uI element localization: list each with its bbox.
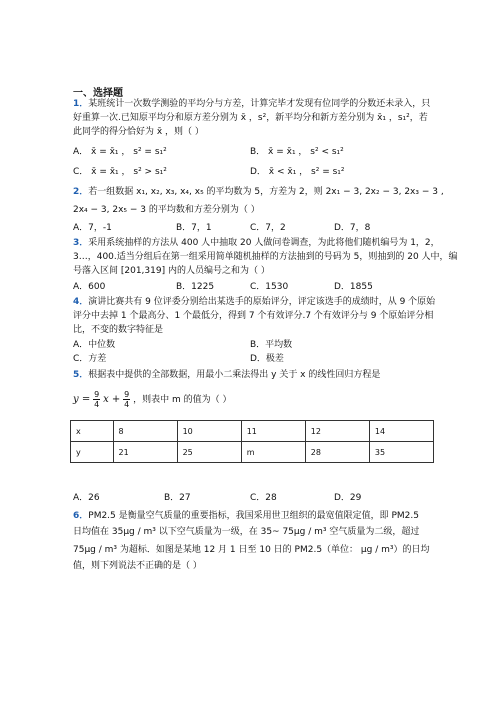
- q4-line-3: 比，不变的数字特征是: [73, 325, 164, 335]
- table-cell: 28: [305, 442, 369, 463]
- q1-option-b[interactable]: B． x̄ = x̄₁ ， s² < s₁²: [250, 147, 344, 157]
- q5-f1-den: 4: [94, 400, 100, 409]
- q2-option-b[interactable]: B．7，1: [176, 223, 212, 233]
- q5-option-c[interactable]: C．28: [250, 493, 277, 503]
- q6-text-1: PM2.5 是衡量空气质量的重要指标，我国采用世卫组织的最宽值限定值，即 PM2.5: [88, 511, 419, 521]
- q4-option-c[interactable]: C．方差: [73, 354, 107, 364]
- q5-eq-lhs: y =: [73, 394, 91, 405]
- q5-eq-mid: x +: [103, 394, 121, 405]
- q4-option-d[interactable]: D．极差: [250, 354, 284, 364]
- q5-text-2: ，则表中 m 的值为（ ）: [133, 395, 232, 405]
- q6-line-3: 75μg / m³ 为超标．如图是某地 12 月 1 日至 10 日的 PM2.5（单位： μg / m³）的日均: [73, 545, 430, 555]
- q3-option-b[interactable]: B．1225: [176, 282, 215, 292]
- q1-option-c[interactable]: C． x̄ = x̄₁ ， s² > s₁²: [73, 167, 167, 177]
- q4-line-1: [73, 296, 435, 309]
- q3-line-1: [73, 237, 440, 250]
- table-cell: 35: [369, 442, 433, 463]
- q1-option-a[interactable]: A． x̄ = x̄₁ ， s² = s₁²: [73, 147, 167, 157]
- q5-equation-line: [73, 388, 231, 412]
- table-row-x: [71, 421, 434, 442]
- q4-text-1: 演讲比赛共有 9 位评委分别给出某选手的原始评分，评定该选手的成绩时，从 9 个原始: [88, 297, 436, 307]
- q3-text-1: 采用系统抽样的方法从 400 人中抽取 20 人做问卷调查，为此将他们随机编号为 1，2，: [88, 238, 440, 248]
- q2-option-c[interactable]: C．7，2: [250, 223, 286, 233]
- q1-number: 1．: [73, 99, 89, 109]
- table-cell: m: [241, 442, 305, 463]
- q6-line-2: 日均值在 35μg / m³ 以下空气质量为一级，在 35~ 75μg / m³ 空气质量为二级，超过: [73, 527, 420, 537]
- q3-option-c[interactable]: C．1530: [250, 282, 289, 292]
- q3-line-2: 3…，400.适当分组后在第一组采用简单随机抽样的方法抽到的号码为 5，则抽到的 20 人中，编: [73, 252, 458, 262]
- table-cell: 21: [113, 442, 177, 463]
- q5-data-table: [70, 420, 434, 463]
- q2-line-2: 2x₄ − 3, 2x₅ − 3 的平均数和方差分别为（ ）: [73, 205, 260, 215]
- q5-option-b[interactable]: B．27: [164, 493, 191, 503]
- q2-option-a[interactable]: A．7，-1: [73, 223, 112, 233]
- table-cell: 25: [177, 442, 241, 463]
- q6-number: 6．: [73, 511, 89, 521]
- table-row-y: [71, 442, 434, 463]
- q2-line-1: [73, 186, 444, 199]
- q6-line-1: [73, 510, 419, 523]
- q5-text-1: 根据表中提供的全部数据，用最小二乘法得出 y 关于 x 的线性回归方程是: [88, 370, 381, 380]
- table-cell: 10: [177, 421, 241, 442]
- q5-option-d[interactable]: D．29: [334, 493, 362, 503]
- q5-fraction-1: [93, 390, 100, 409]
- q1-option-d[interactable]: D． x̄ < x̄₁ ， s² = s₁²: [250, 167, 345, 177]
- q4-option-b[interactable]: B．平均数: [250, 340, 293, 350]
- q5-f1-num: 9: [94, 390, 100, 399]
- q3-line-3: 号落入区间 [201,319] 内的人员编号之和为（ ）: [73, 266, 270, 276]
- q1-line-3: 此同学的得分恰好为 x̄ ，则（ ）: [73, 127, 204, 137]
- q5-fraction-2: [123, 390, 130, 409]
- q3-option-a[interactable]: A．600: [73, 282, 106, 292]
- q5-number: 5．: [73, 370, 89, 380]
- q4-option-a[interactable]: A．中位数: [73, 340, 116, 350]
- table-cell: y: [71, 442, 114, 463]
- q1-line-2: 好重算一次.已知原平均分和原方差分别为 x̄ ，s²，新平均分和新方差分别为 x̄₁ ，s₁²，若: [73, 113, 428, 123]
- q4-line-2: 评分中去掉 1 个最高分、1 个最低分，得到 7 个有效评分.7 个有效评分与 9 个原始评分相: [73, 311, 434, 321]
- q1-text-1: 某班统计一次数学测验的平均分与方差，计算完毕才发现有位同学的分数还未录入，只: [88, 99, 431, 109]
- q1-line-1: [73, 98, 430, 111]
- q4-number: 4．: [73, 297, 89, 307]
- table-cell: x: [71, 421, 114, 442]
- q3-option-d[interactable]: D．1855: [334, 282, 373, 292]
- q5-f2-den: 4: [124, 400, 130, 409]
- section-heading: 一、选择题: [73, 88, 123, 99]
- table-cell: 11: [241, 421, 305, 442]
- table-cell: 14: [369, 421, 433, 442]
- q2-option-d[interactable]: D．7，8: [334, 223, 371, 233]
- q2-number: 2．: [73, 187, 89, 197]
- table-cell: 8: [113, 421, 177, 442]
- q5-f2-num: 9: [124, 390, 130, 399]
- q3-number: 3．: [73, 238, 89, 248]
- q5-line-1: [73, 369, 380, 382]
- q5-option-a[interactable]: A．26: [73, 493, 100, 503]
- q6-line-4: 值，则下列说法不正确的是（ ）: [73, 561, 202, 571]
- table-cell: 12: [305, 421, 369, 442]
- q2-text-1: 若一组数据 x₁, x₂, x₃, x₄, x₅ 的平均数为 5，方差为 2，则 2x₁ − 3, 2x₂ − 3, 2x₃ − 3 ,: [88, 187, 444, 197]
